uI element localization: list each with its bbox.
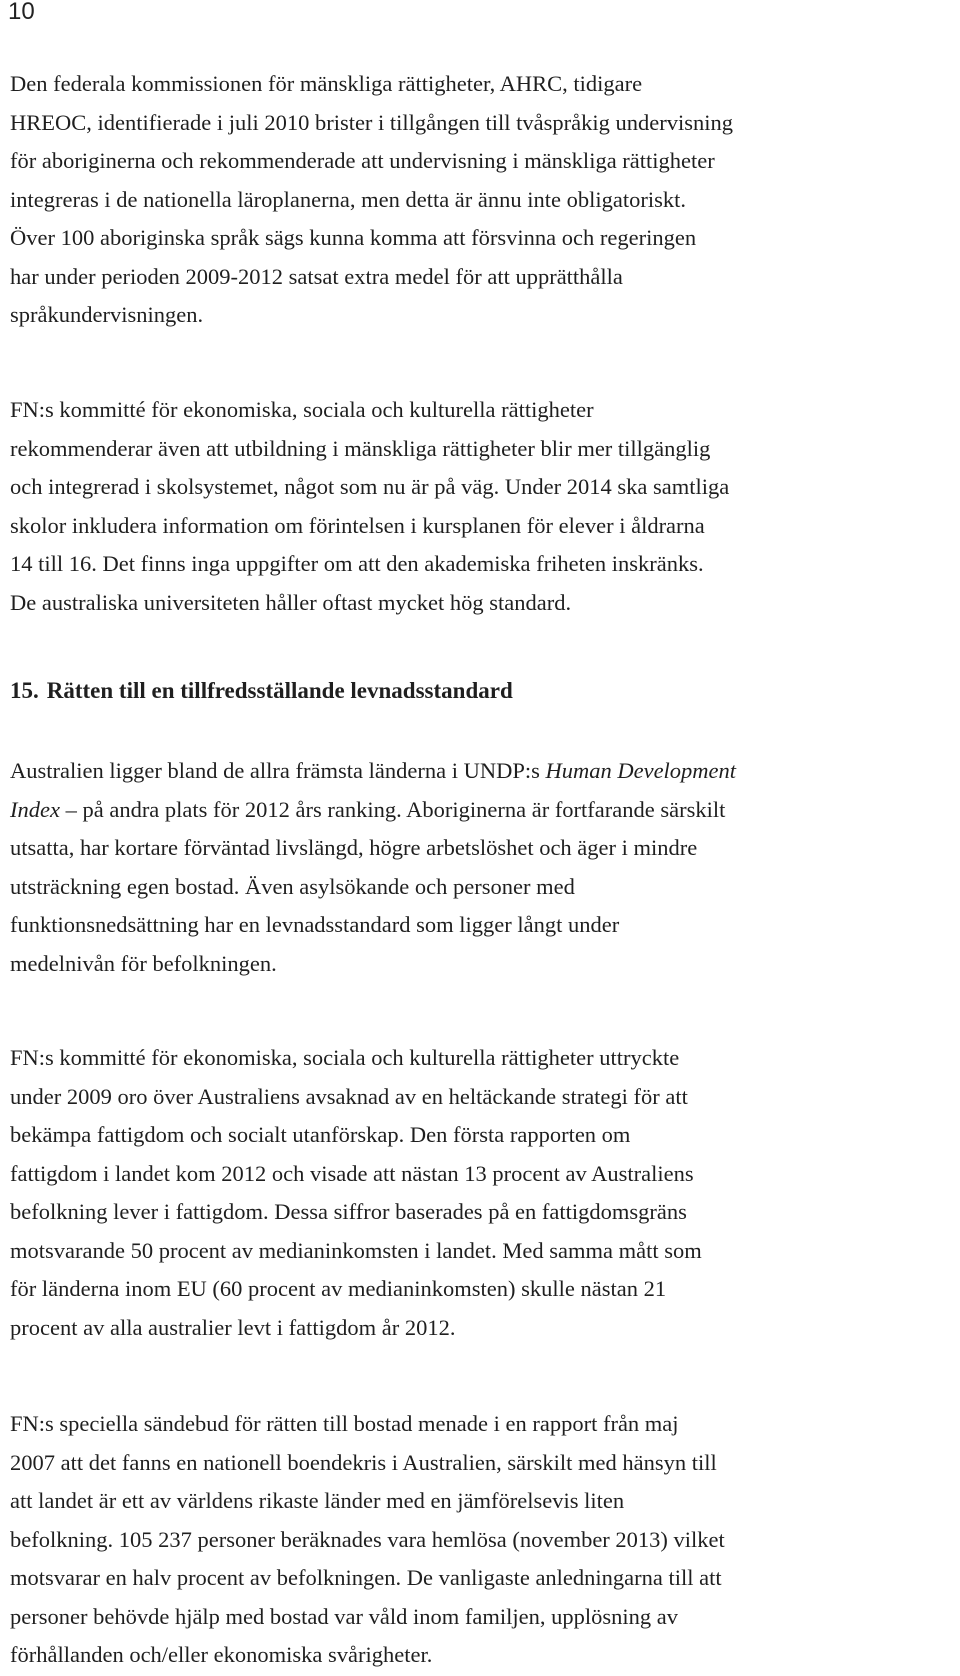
text-line: för aboriginerna och rekommenderade att undervisning i mänskliga rättigheter [10, 148, 715, 173]
text-line: motsvarande 50 procent av medianinkomsten i landet. Med samma mått som [10, 1237, 702, 1263]
text-line: befolkning lever i fattigdom. Dessa siffror baserades på en fattigdomsgräns [10, 1199, 687, 1224]
section-title: Rätten till en tillfredsställande levnadsstandard [46, 678, 513, 703]
text-line: FN:s speciella sändebud för rätten till bostad menade i en rapport från maj [10, 1411, 679, 1436]
text-line: personer behövde hjälp med bostad var våld inom familjen, upplösning av [10, 1603, 678, 1629]
text-line [10, 752, 950, 791]
text-line: motsvarar en halv procent av befolkningen. De vanligaste anledningarna till att [10, 1565, 722, 1590]
page-number: 10 [8, 0, 35, 25]
text-line: och integrerad i skolsystemet, något som nu är på väg. Under 2014 ska samtliga [10, 474, 730, 499]
text-run: Australien ligger bland de allra främsta länderna i UNDP:s [10, 758, 546, 783]
text-line: har under perioden 2009-2012 satsat extra medel för att upprätthålla [10, 263, 623, 289]
paragraph-human-rights-education [10, 391, 950, 622]
text-line: skolor inkludera information om förintelsen i kursplanen för elever i åldrarna [10, 512, 705, 538]
paragraph-poverty [10, 1039, 950, 1347]
text-run: – på andra plats för 2012 års ranking. Aboriginerna är fortfarande särskilt [59, 796, 726, 822]
text-line: De australiska universiteten håller oftast mycket hög standard. [10, 589, 572, 615]
text-line: utsatta, har kortare förväntad livslängd, högre arbetslöshet och äger i mindre [10, 835, 698, 860]
italic-run: Human Development [545, 758, 737, 783]
text-line: Över 100 aboriginska språk sägs kunna komma att försvinna och regeringen [10, 225, 697, 250]
text-line: medelnivån för befolkningen. [10, 950, 277, 976]
text-line: utsträckning egen bostad. Även asylsökande och personer med [10, 873, 575, 899]
text-line: förhållanden och/eller ekonomiska svårigheter. [10, 1642, 433, 1667]
italic-run: Index [10, 796, 60, 822]
text-line: HREOC, identifierade i juli 2010 brister i tillgången till tvåspråkig undervisning [10, 109, 733, 135]
section-heading [10, 672, 513, 710]
paragraph-housing [10, 1405, 950, 1675]
text-line: FN:s kommitté för ekonomiska, sociala och kulturella rättigheter [10, 397, 594, 422]
text-line [10, 791, 950, 830]
text-line: Den federala kommissionen för mänskliga rättigheter, AHRC, tidigare [10, 71, 643, 96]
text-line: 2007 att det fanns en nationell boendekris i Australien, särskilt med hänsyn till [10, 1449, 717, 1475]
text-line: för länderna inom EU (60 procent av medianinkomsten) skulle nästan 21 [10, 1276, 667, 1301]
paragraph-living-standard [10, 752, 950, 983]
text-line: integreras i de nationella läroplanerna, men detta är ännu inte obligatoriskt. [10, 186, 686, 212]
text-line: att landet är ett av världens rikaste länder med en jämförelsevis liten [10, 1488, 625, 1513]
paragraph-aboriginal-education [10, 65, 950, 335]
text-line: FN:s kommitté för ekonomiska, sociala och kulturella rättigheter uttryckte [10, 1045, 680, 1070]
text-line: under 2009 oro över Australiens avsaknad av en heltäckande strategi för att [10, 1083, 688, 1109]
text-line: bekämpa fattigdom och socialt utanförskap. Den första rapporten om [10, 1122, 631, 1147]
section-number: 15. [10, 678, 39, 703]
text-line: språkundervisningen. [10, 302, 204, 327]
text-line: rekommenderar även att utbildning i mänskliga rättigheter blir mer tillgänglig [10, 435, 711, 461]
text-line: procent av alla australier levt i fattigdom år 2012. [10, 1314, 456, 1340]
text-line: fattigdom i landet kom 2012 och visade att nästan 13 procent av Australiens [10, 1160, 694, 1186]
text-line: funktionsnedsättning har en levnadsstandard som ligger långt under [10, 912, 620, 937]
text-line: 14 till 16. Det finns inga uppgifter om att den akademiska friheten inskränks. [10, 551, 704, 576]
text-line: befolkning. 105 237 personer beräknades vara hemlösa (november 2013) vilket [10, 1526, 725, 1552]
